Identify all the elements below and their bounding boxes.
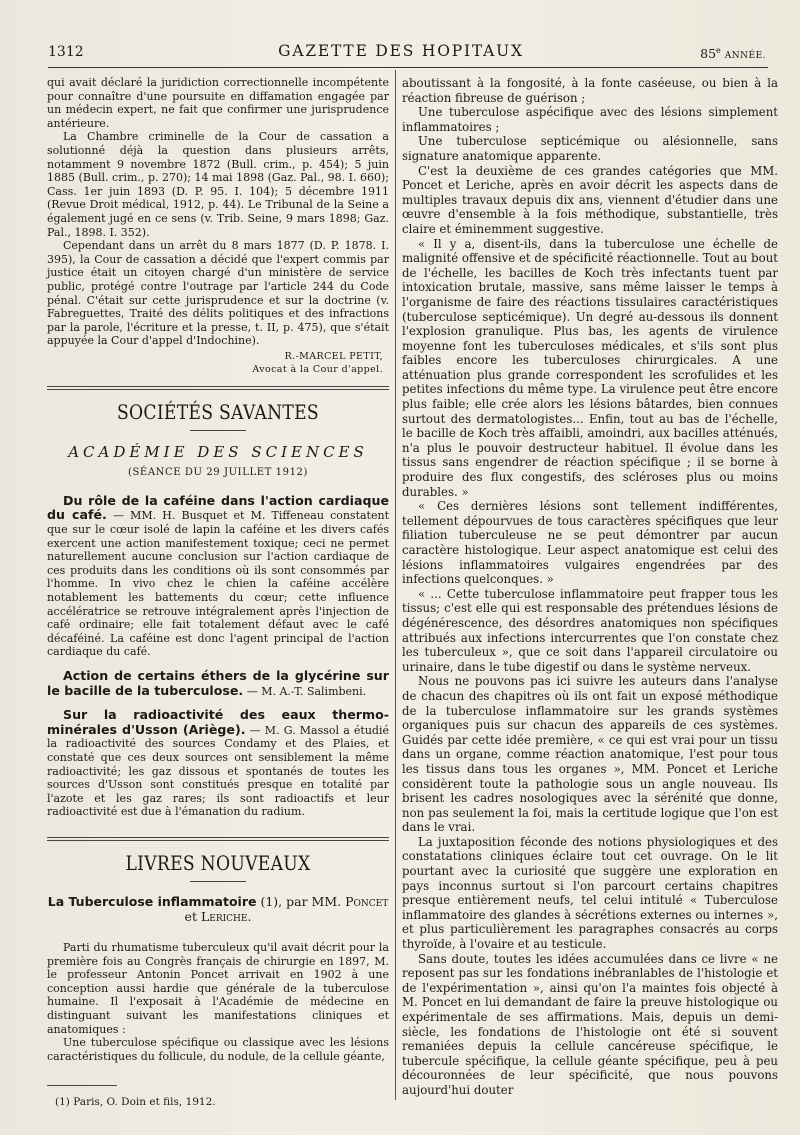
paragraph: aboutissant à la fongosité, à la fonte caséeuse, ou bien à la réaction fibreuse de guérison ; [402,76,778,105]
paragraph: Parti du rhumatisme tuberculeux qu'il avait décrit pour la première fois au Congrès français de chirurgie en 1897, M. le professeur Antonin Poncet arrivait en 1902 à une conception aussi hardie que générale de la tuberculose humaine. Il l'exposait à l'Académie de médecine en distinguant suivant les manifestations cliniques et anatomiques : [47,940,389,1036]
paragraph: Nous ne pouvons pas ici suivre les auteurs dans l'analyse de chacun des chapitres où ils ont fait un exposé méthodique de la tuberculose inflammatoire sur les grands systèmes organiques puis sur chacun des appareils de ces systèmes. Guidés par cette idée première, « ce qui est vrai pour un tissu dans un organe, comme réaction anatomique, l'est pour tous les tissus dans tous les organes », MM. Poncet et Leriche considèrent toute la pathologie sous un angle nouveau. Ils brisent les cadres nosologiques avec la sérénité que donne, non pas seulement la foi, mais la certitude logique que l'on est dans le vrai. [402,674,778,835]
column-divider [395,70,396,1100]
paragraph: Sans doute, toutes les idées accumulées dans ce livre « ne reposent pas sur les fondations inébranlables de l'histologie et de l'expérimentation », ainsi qu'on l'a maintes fois objecté à M. Poncet en lui demandant de faire la preuve histologique ou expérimentale de ses affirmations. Mais, depuis un demi-siècle, les fondations de l'histologie ont été si souvent remaniées depuis la cellule cancéreuse spécifique, le tubercule spécifique, la cellule géante spécifique, peu à peu découronnées de leur spécificité, que nous pouvons aujourd'hui douter [402,951,778,1097]
paragraph: C'est la deuxième de ces grandes catégories que MM. Poncet et Leriche, après en avoir décrit les aspects dans de multiples travaux depuis dix ans, viennent d'étudier dans une œuvre d'ensemble à la fois méthodique, substantielle, très claire et éminemment suggestive. [402,163,778,236]
edition-year: 85e ANNÉE. [700,46,766,62]
short-rule [190,881,246,882]
footnote: (1) Paris, O. Doin et fils, 1912. [55,1096,216,1109]
paragraph: qui avait déclaré la juridiction correctionnelle incompétente pour connaître d'une poursuite en diffamation engagée par un médecin expert, ne fait que confirmer une jurisprudence antérieure. [47,76,389,130]
left-column [47,76,389,1109]
book-title: La Tuberculose inflammatoire (1), par MM. Poncet et Leriche. [47,893,389,925]
section-rule [47,386,389,390]
academy-heading: ACADÉMIE DES SCIENCES [68,442,368,461]
paragraph: Une tuberculose septicémique ou alésionnelle, sans signature anatomique apparente. [402,134,778,163]
header-rule [48,67,768,68]
section-heading: LIVRES NOUVEAUX [125,850,311,875]
paragraph: « Il y a, disent-ils, dans la tuberculose une échelle de malignité offensive et de spécificité réactionnelle. Tout au bout de l'échelle, les bacilles de Koch très infectants tuent par intoxication brutale, massive, sans même laisser le temps à l'organisme de faire des réactions tissulaires caractéristiques (tuberculose septicémique). Un degré au-dessous ils donnent l'explosion granulique. Plus bas, les agents de virulence moyenne font les tuberculoses médicales, et s'ils sont plus faibles encore les tuberculoses chirurgicales. A une atténuation plus grande correspondent les scrofulides et les petites infections du même type. La virulence peut être encore plus faible; elle crée alors les lésions bâtardes, bien connues surtout des dermatologistes... Enfin, tout au bas de l'échelle, le bacille de Koch très affaibli, amoindri, aux bacilles atténués, n'a plus le pouvoir destructeur habituel. Il évolue dans les tissus sans engendrer de réaction spécifique ; il se borne à produire des flux congestifs, des scléroses plus ou moins durables. » [402,236,778,499]
article-entry: Sur la radioactivité des eaux thermo-minérales d'Usson (Ariège). — M. G. Massol a étudié la radioactivité des sources Condamy et des Plaies, et constaté que ces deux sources ont sensiblement la même radioactivité; les gaz dissous et spontanés de toutes les sources d'Usson sont constitués presque en totalité par l'azote et les gaz rares; ils sont radioactifs et leur radioactivité est due à l'émanation du radium. [47,707,389,819]
paragraph: Une tuberculose aspécifique avec des lésions simplement inflammatoires ; [402,105,778,134]
page-header [36,40,766,66]
right-column [402,76,778,1098]
running-title: GAZETTE DES HOPITAUX [278,42,524,60]
paragraph: Cependant dans un arrêt du 8 mars 1877 (D. P. 1878. I. 395), la Cour de cassation a décidé que l'expert commis par justice était un citoyen chargé d'un ministère de service public, protégé contre l'outrage par l'article 244 du Code pénal. C'était sur cette jurisprudence et sur la doctrine (v. Fabreguettes, Traité des délits politiques et des infractions par la parole, l'écriture et la presse, t. II, p. 475), que s'était appuyée la Cour d'appel d'Indochine). [47,239,389,348]
paragraph: La Chambre criminelle de la Cour de cassation a solutionné déjà la question dans plusieurs arrêts, notamment 9 novembre 1872 (Bull. crim., p. 454); 5 juin 1885 (Bull. crim., p. 270); 14 mai 1898 (Gaz. Pal., 98. I. 660); Cass. 1er juin 1893 (D. P. 95. I. 104); 5 décembre 1911 (Revue Droit médical, 1912, p. 44). Le Tribunal de la Seine a également jugé en ce sens (v. Trib. Seine, 9 mars 1898; Gaz. Pal., 1898. I. 352). [47,130,389,239]
paragraph: « ... Cette tuberculose inflammatoire peut frapper tous les tissus; c'est elle qui est responsable des prétendues lésions de dégénérescence, des désordres anatomiques non spécifiques attribués aux infections intercurrentes que l'on constate chez les tuberculeux », que ce soit dans l'appareil circulatoire ou urinaire, dans le tube digestif ou dans le système nerveux. [402,586,778,674]
section-rule [47,837,389,841]
article-entry: Action de certains éthers de la glycérine sur le bacille de la tuberculose. — M. A.-T. Salimbeni. [47,668,389,698]
session-date: (SÉANCE DU 29 JUILLET 1912) [127,466,309,478]
section-heading: SOCIÉTÉS SAVANTES [117,399,319,424]
author-signature: R.-MARCEL PETIT, Avocat à la Cour d'appel. [252,350,383,375]
paragraph: La juxtaposition féconde des notions physiologiques et des constatations cliniques éclaire tout cet ouvrage. On le lit pourtant avec la curiosité que suggère une exploration en pays inconnus surtout si l'on parcourt certains chapitres presque entièrement neufs, tel celui intitulé « Tuberculose inflammatoire des glandes à sécrétions externes ou internes », et plus particulièrement les paragraphes consacrés au corps thyroïde, à l'ovaire et au testicule. [402,834,778,952]
paragraph: « Ces dernières lésions sont tellement indifférentes, tellement dépourvues de tous caractères spécifiques que leur filiation tuberculeuse ne se peut démontrer par aucun caractère histologique. Leur aspect anatomique est celui des lésions inflammatoires vulgaires engendrées par des infections quelconques. » [402,499,778,587]
short-rule [190,430,246,431]
paragraph: Une tuberculose spécifique ou classique avec les lésions caractéristiques du follicule, du nodule, de la cellule géante, [47,1036,389,1063]
article-entry: Du rôle de la caféine dans l'action cardiaque du café. — MM. H. Busquet et M. Tiffeneau constatent que sur le cœur isolé de lapin la caféine et les divers cafés exercent une action manifestement toxique; ceci ne permet naturellement aucune conclusion sur l'action cardiaque de ces produits dans les conditions où ils sont consommés par l'homme. In vivo chez le chien la caféine accélère notablement les battements du cœur; cette influence accélératrice se retrouve intégralement après l'injection de café ordinaire; elle fait totalement défaut avec le café décaféiné. La caféine est donc l'agent principal de l'action cardiaque du café. [47,492,389,659]
page-number: 1312 [48,44,84,60]
footnote-rule [47,1085,117,1086]
